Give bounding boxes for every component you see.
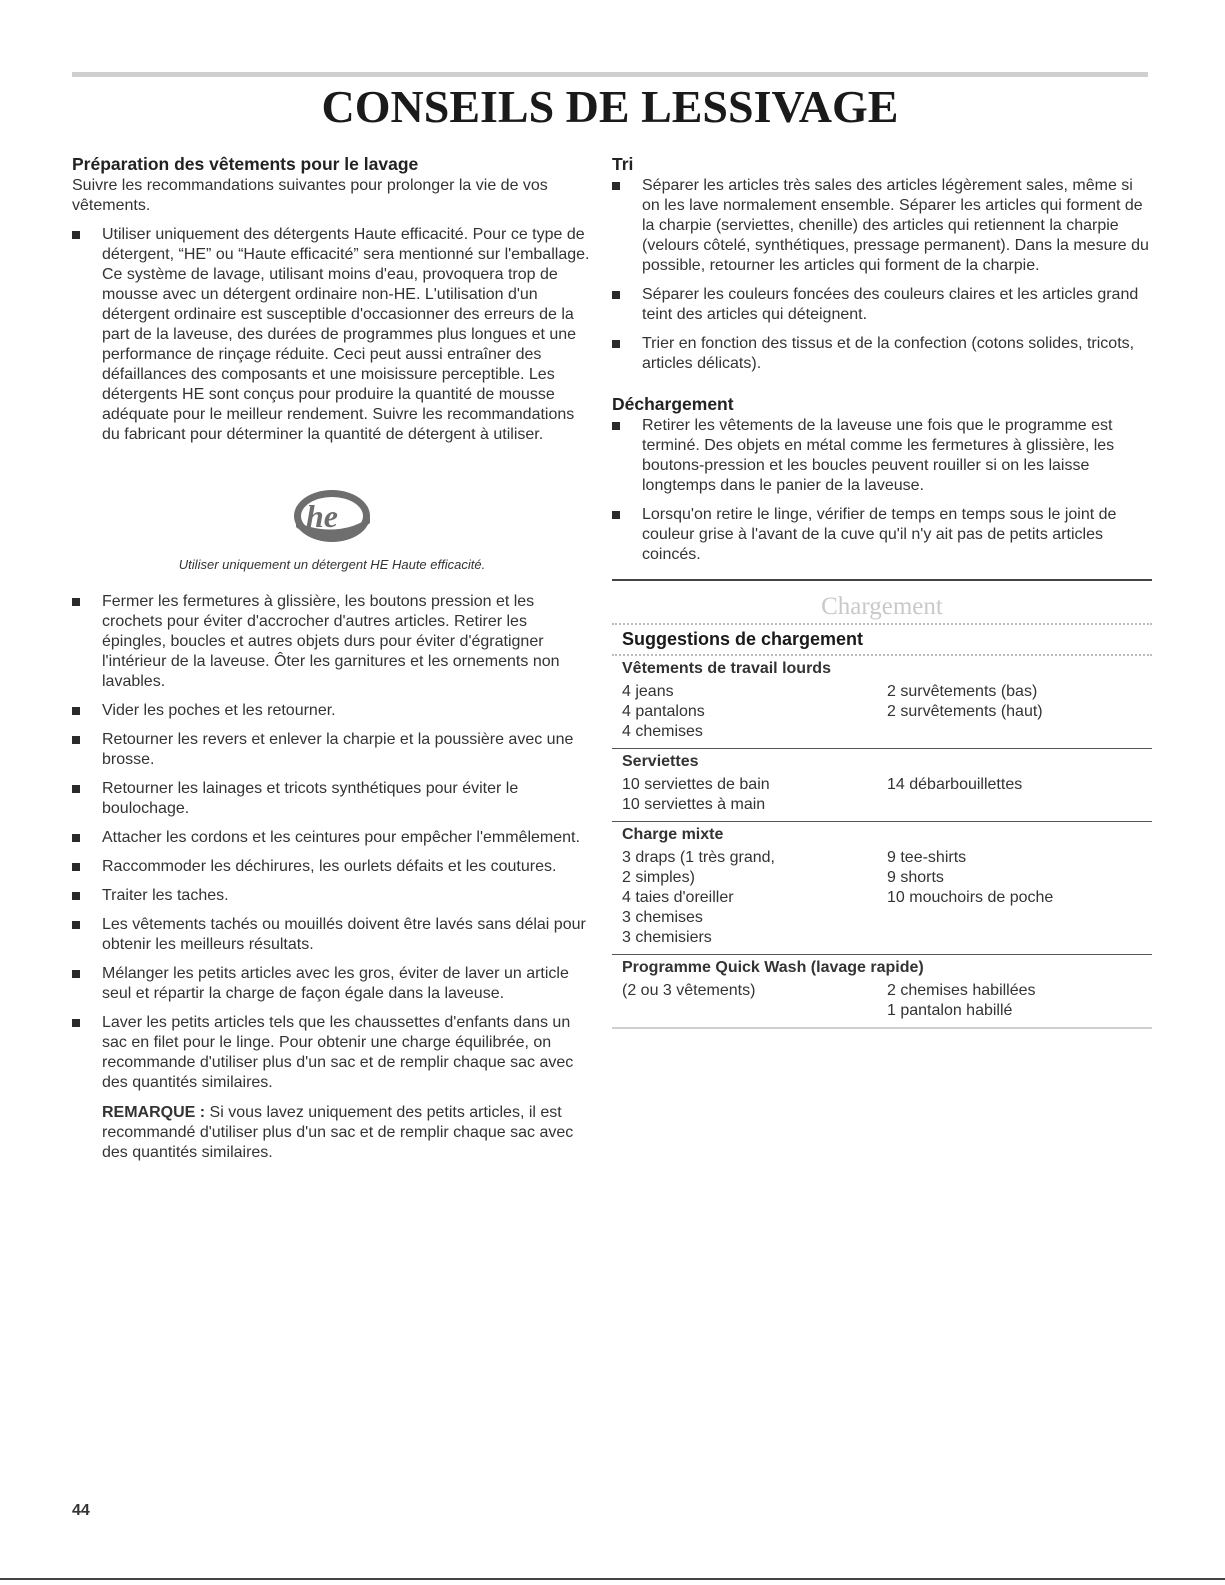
note: [102, 1103, 592, 1163]
list-item-text: Trier en fonction des tissus et de la confection (cotons solides, tricots, articles délicats).: [642, 335, 1135, 372]
list-item: [612, 505, 1152, 565]
square-bullet-icon: [72, 1019, 80, 1027]
load-item: 9 shorts: [887, 869, 944, 886]
list-item: [72, 828, 592, 848]
load-item: 3 chemises: [622, 909, 703, 926]
note-label: REMARQUE :: [102, 1104, 206, 1121]
load-group-col2: [887, 682, 1043, 742]
load-item: 2 simples): [622, 869, 695, 886]
load-item: 2 survêtements (bas): [887, 683, 1038, 700]
square-bullet-icon: [612, 291, 620, 299]
load-item: (2 ou 3 vêtements): [622, 982, 756, 999]
he-logo-icon: [292, 487, 372, 545]
right-column: [612, 154, 1152, 1029]
list-item-text: Les vêtements tachés ou mouillés doivent être lavés sans délai pour obtenir les meilleurs résultats.: [102, 916, 586, 953]
load-item: 3 chemisiers: [622, 929, 712, 946]
list-item-text: Retourner les revers et enlever la charpie et la poussière avec une brosse.: [102, 731, 574, 768]
list-item: [72, 225, 592, 445]
chargement-top-rule: [612, 579, 1152, 581]
square-bullet-icon: [72, 736, 80, 744]
square-bullet-icon: [72, 231, 80, 239]
load-item: 4 pantalons: [622, 703, 705, 720]
list-item: [612, 416, 1152, 496]
square-bullet-icon: [612, 422, 620, 430]
section-heading-preparation: Préparation des vêtements pour le lavage: [72, 154, 419, 174]
list-item: [72, 730, 592, 770]
load-group-col1: [622, 848, 887, 948]
load-group-col1: [622, 981, 887, 1021]
page-title: CONSEILS DE LESSIVAGE: [321, 81, 899, 132]
square-bullet-icon: [72, 892, 80, 900]
list-item-text: Laver les petits articles tels que les chaussettes d'enfants dans un sac en filet pour le linge. Pour obtenir une charge équilibrée, on recommande d'utiliser plus d'un sac et de remplir chaque sac avec des quantités similaires.: [102, 1014, 574, 1091]
dechargement-list: [612, 416, 1152, 565]
square-bullet-icon: [612, 511, 620, 519]
list-item: [72, 964, 592, 1004]
left-column: [72, 154, 592, 1163]
load-item: 10 mouchoirs de poche: [887, 889, 1054, 906]
load-group: [612, 822, 1152, 955]
load-group-col1: [622, 682, 887, 742]
load-item: 4 chemises: [622, 723, 703, 740]
load-group-col2: [887, 848, 1053, 948]
square-bullet-icon: [72, 921, 80, 929]
chargement-title: Chargement: [821, 593, 943, 620]
section-heading-tri: Tri: [612, 154, 634, 174]
load-group-rows: [622, 775, 1142, 815]
list-item-text: Retourner les lainages et tricots synthétiques pour éviter le boulochage.: [102, 780, 519, 817]
suggestions-title: Suggestions de chargement: [622, 629, 864, 649]
load-item: 4 taies d'oreiller: [622, 889, 734, 906]
list-item: [72, 886, 592, 906]
section-heading-dechargement: Déchargement: [612, 394, 734, 414]
list-item: [72, 1013, 592, 1093]
preparation-list-he: [72, 225, 592, 445]
list-item-text: Lorsqu'on retire le linge, vérifier de temps en temps sous le joint de couleur grise à l'avant de la cuve qu'il n'y ait pas de petits articles coincés.: [642, 506, 1117, 563]
load-suggestions-table: [612, 656, 1152, 1029]
top-rule: [72, 72, 1148, 77]
list-item: [72, 779, 592, 819]
list-item: [612, 334, 1152, 374]
list-item: [612, 285, 1152, 325]
list-item-text: Utiliser uniquement des détergents Haute efficacité. Pour ce type de détergent, “HE” ou “Haute efficacité” sera mentionné sur l'emballage. Ce système de lavage, utilisant moins d'eau, provoquera trop de mousse avec un détergent ordinaire non-HE. L'utilisation d'un détergent ordinaire est susceptible d'occasionner des erreurs de la part de la laveuse, des durées de programmes plus longues et une performance de rinçage réduite. Ceci peut aussi entraîner des défaillances des composants et une moisissure perceptible. Les détergents HE sont conçus pour produire la quantité de mousse adéquate pour le meilleur rendement. Suivre les recommandations du fabricant pour déterminer la quantité de détergent à utiliser.: [102, 226, 590, 443]
list-item-text: Séparer les couleurs foncées des couleurs claires et les articles grand teint des articles qui déteignent.: [642, 286, 1139, 323]
list-item: [72, 915, 592, 955]
load-group-rows: [622, 682, 1142, 742]
load-item: 2 chemises habillées: [887, 982, 1036, 999]
list-item-text: Mélanger les petits articles avec les gros, éviter de laver un article seul et répartir la charge de façon égale dans la laveuse.: [102, 965, 569, 1002]
list-item-text: Retirer les vêtements de la laveuse une fois que le programme est terminé. Des objets en métal comme les fermetures à glissière, les boutons-pression et les boucles peuvent rouiller si on les laisse longtemps dans le panier de la laveuse.: [642, 417, 1115, 494]
load-group: [612, 955, 1152, 1029]
load-item: 2 survêtements (haut): [887, 703, 1043, 720]
list-item: [72, 592, 592, 692]
list-item-text: Traiter les taches.: [102, 887, 229, 904]
load-item: 4 jeans: [622, 683, 674, 700]
list-item: [72, 857, 592, 877]
list-item-text: Fermer les fermetures à glissière, les boutons pression et les crochets pour éviter d'accrocher d'autres articles. Retirer les épingles, boucles et autres objets durs pour éviter d'égratigner l'intérieur de la laveuse. Ôter les garnitures et les ornements non lavables.: [102, 593, 560, 690]
load-item: 3 draps (1 très grand,: [622, 849, 775, 866]
list-item: [72, 701, 592, 721]
square-bullet-icon: [72, 863, 80, 871]
load-group-title: Programme Quick Wash (lavage rapide): [622, 959, 924, 976]
load-item: 14 débarbouillettes: [887, 776, 1023, 793]
load-group-rows: [622, 848, 1142, 948]
preparation-list: [72, 592, 592, 1093]
square-bullet-icon: [72, 598, 80, 606]
load-item: 10 serviettes de bain: [622, 776, 770, 793]
load-item: 1 pantalon habillé: [887, 1002, 1013, 1019]
he-logo-caption: Utiliser uniquement un détergent HE Haute efficacité.: [178, 557, 486, 572]
load-group: [612, 749, 1152, 822]
square-bullet-icon: [72, 707, 80, 715]
list-item-text: Séparer les articles très sales des articles légèrement sales, même si on les lave normalement ensemble. Séparer les articles qui forment de la charpie (serviettes, chenille) des articles qui retiennent la charpie (velours côtelé, synthétiques, pressage permanent). Dans la mesure du possible, retourner les articles qui forment de la charpie.: [642, 177, 1149, 274]
square-bullet-icon: [72, 834, 80, 842]
load-group-col1: [622, 775, 887, 815]
load-group-col2: [887, 981, 1036, 1021]
svg-text:he: he: [306, 498, 338, 534]
page-number: 44: [72, 1502, 90, 1519]
load-item: 10 serviettes à main: [622, 796, 766, 813]
load-group-col2: [887, 775, 1022, 815]
bottom-rule: [0, 1578, 1225, 1580]
preparation-intro: Suivre les recommandations suivantes pour prolonger la vie de vos vêtements.: [72, 177, 548, 214]
square-bullet-icon: [612, 340, 620, 348]
list-item-text: Vider les poches et les retourner.: [102, 702, 336, 719]
list-item-text: Attacher les cordons et les ceintures pour empêcher l'emmêlement.: [102, 829, 580, 846]
list-item: [612, 176, 1152, 276]
load-group-title: Charge mixte: [622, 826, 724, 843]
square-bullet-icon: [612, 182, 620, 190]
load-group-rows: [622, 981, 1142, 1021]
chargement-dotted-rule: [612, 623, 1152, 625]
list-item-text: Raccommoder les déchirures, les ourlets défaits et les coutures.: [102, 858, 557, 875]
tri-list: [612, 176, 1152, 374]
square-bullet-icon: [72, 785, 80, 793]
load-group-title: Vêtements de travail lourds: [622, 660, 831, 677]
note-text: Si vous lavez uniquement des petits articles, il est recommandé d'utiliser plus d'un sac et de remplir chaque sac avec des quantités similaires.: [102, 1104, 574, 1161]
load-group-title: Serviettes: [622, 753, 699, 770]
square-bullet-icon: [72, 970, 80, 978]
load-group: [612, 656, 1152, 749]
load-item: 9 tee-shirts: [887, 849, 967, 866]
